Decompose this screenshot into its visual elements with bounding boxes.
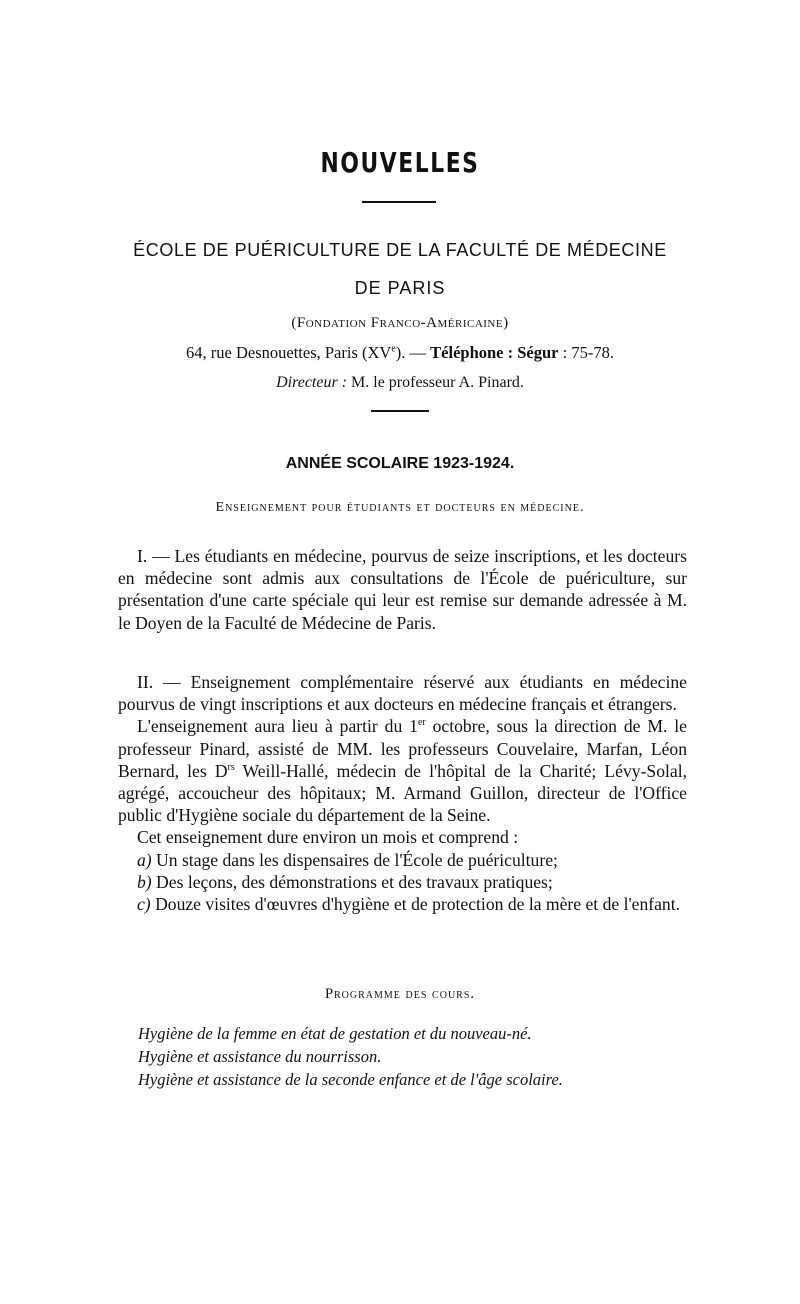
list-item-c bbox=[118, 893, 687, 915]
teaching-subtitle: Enseignement pour étudiants et docteurs en médecine. bbox=[215, 500, 585, 515]
list-item-c-text: Douze visites d'œuvres d'hygiène et de protection de la mère et de l'enfant. bbox=[150, 894, 680, 915]
address-mid: ). — bbox=[395, 343, 431, 362]
foundation-note: (Fondation Franco-Américaine) bbox=[291, 315, 509, 331]
list-item-c-letter: c) bbox=[137, 894, 151, 915]
paragraph-three-part-a: L'enseignement aura lieu à partir du 1 bbox=[137, 716, 418, 737]
header-divider bbox=[371, 410, 429, 412]
paragraph-three-part-c: Weill-Hallé, médecin de l'hôpital de la Charité; Lévy-Solal, agrégé, accoucheur des hôpitaux; M. Armand Guillon, directeur de l'Office public d'Hygiène sociale du département de la Seine. bbox=[118, 760, 687, 826]
section-title: NOUVELLES bbox=[320, 146, 480, 179]
paragraph-one bbox=[118, 545, 687, 634]
course-item: Hygiène de la femme en état de gestation et du nouveau-né. bbox=[138, 1024, 532, 1043]
phone-number: : 75-78. bbox=[558, 343, 614, 362]
director-label: Directeur : bbox=[276, 374, 348, 391]
school-name-line1: ÉCOLE DE PUÉRICULTURE DE LA FACULTÉ DE MÉDECINE bbox=[133, 240, 667, 260]
title-divider bbox=[362, 201, 436, 203]
school-year-title: ANNÉE SCOLAIRE 1923-1924. bbox=[285, 455, 515, 472]
paragraph-three-part-b: octobre, sous la direction de M. le professeur Pinard, assisté de MM. les professeurs Couvelaire, Marfan, Léon Bernard, les D bbox=[118, 716, 687, 781]
school-address bbox=[0, 343, 800, 363]
superscript-er: er bbox=[417, 717, 426, 729]
director-name: M. le professeur A. Pinard. bbox=[347, 374, 524, 391]
address-prefix: 64, rue Desnouettes, Paris (XV bbox=[186, 343, 392, 362]
paragraph-three-text bbox=[118, 715, 687, 826]
paragraph-two-block bbox=[118, 671, 687, 915]
list-item-b-letter: b) bbox=[137, 871, 152, 892]
programme-title: Programme des cours. bbox=[324, 986, 476, 1002]
phone-label: Téléphone : Ségur bbox=[430, 343, 559, 362]
list-item-b-text: Des leçons, des démonstrations et des travaux pratiques; bbox=[151, 871, 553, 892]
director-line bbox=[0, 374, 800, 392]
list-item-a-letter: a) bbox=[137, 849, 152, 870]
superscript-rs: rs bbox=[227, 761, 235, 773]
school-name-line2: DE PARIS bbox=[354, 278, 446, 298]
address-superscript: e bbox=[391, 343, 396, 355]
paragraph-two-text: II. — Enseignement complémentaire réservé aux étudiants en médecine pourvus de vingt inscriptions et aux docteurs en médecine français et étrangers. bbox=[118, 672, 687, 715]
course-item: Hygiène et assistance de la seconde enfance et de l'âge scolaire. bbox=[138, 1070, 563, 1089]
course-item: Hygiène et assistance du nourrisson. bbox=[138, 1047, 382, 1066]
paragraph-one-text: I. — Les étudiants en médecine, pourvus de seize inscriptions, et les docteurs en médecine sont admis aux consultations de l'École de puériculture, sur présentation d'une carte spéciale qui leur est remise sur demande adressée à M. le Doyen de la Faculté de Médecine de Paris. bbox=[118, 546, 687, 633]
list-item-a-text: Un stage dans les dispensaires de l'École de puériculture; bbox=[151, 849, 558, 870]
list-item-b bbox=[118, 871, 687, 893]
list-item-a bbox=[118, 849, 687, 871]
paragraph-four-text: Cet enseignement dure environ un mois et comprend : bbox=[137, 827, 519, 848]
